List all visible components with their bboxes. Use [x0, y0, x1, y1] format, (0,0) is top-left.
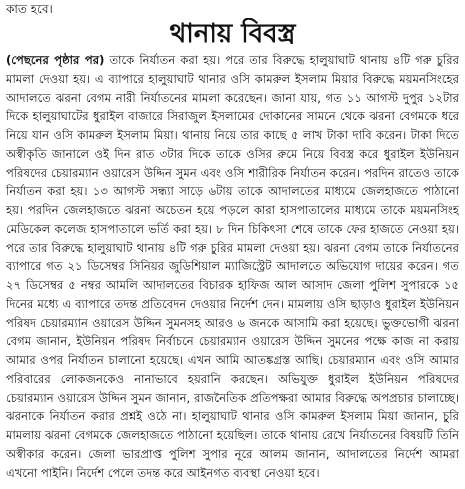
article-headline: থানায় বিবস্ত্র [169, 19, 296, 49]
article-body [6, 51, 459, 482]
previous-article-fragment: কাত হবে। [6, 2, 53, 16]
continued-from-label: (পেছনের পৃষ্ঠার পর) [6, 53, 105, 67]
article-body-text: তাকে নির্যাতন করা হয়। পরে তার বিরুদ্ধে হালুয়াঘাট থানায় ৪টি গরু চুরির মামলা দেওয়া হয়। এ ব্যাপারে হালুয়াঘাট থানার ওসি কামরুল ইসলাম মিয়ার বিরুদ্ধে ময়মনসিংহের আদালতে ঝরনা বেগম নারী নির্যাতনের মামলা করেছেন। জানা যায়, গত ১১ আগস্ট দুপুর ১২টার দিকে হালুয়াঘাটের ধুরাইল বাজারে সিরাজুল ইসলামের দোকানের সামনে থেকে ঝরনা বেগমকে ধরে নিয়ে যান ওসি কামরুল ইসলাম মিয়া। থানায় নিয়ে তার কাছে ৫ লাখ টাকা দাবি করেন। টাকা দিতে অস্বীকৃতি জানালে ওই দিন রাত ৩টার দিকে তাকে ওসির রুমে নিয়ে বিবস্ত্র করে ধুরাইল ইউনিয়ন পরিষদের চেয়ারম্যান ওয়ারেস উদ্দিন সুমন এবং ওসি শারীরিক নির্যাতন করেন। পরদিন রাতেও তাকে নির্যাতন করা হয়। ১৩ আগস্ট সন্ধ্যা সাড়ে ৬টায় তাকে আদালতের মাধ্যমে জেলহাজতে পাঠানো হয়। পরদিন জেলহাজতে ঝরনা অচেতন হয়ে পড়লে কারা হাসপাতালের মাধ্যমে তাকে ময়মনসিংহ মেডিকেল কলেজ হাসপাতালে ভর্তি করা হয়। ৮ দিন চিকিৎসা শেষে তাকে ফের হাজতে নেওয়া হয়। পরে তার বিরুদ্ধে হালুয়াঘাট থানায় ৪টি গরু চুরির মামলা দেওয়া হয়। ঝরনা বেগম তাকে নির্যাতনের ব্যাপারে গত ২১ ডিসেম্বর সিনিয়র জুডিশিয়াল ম্যাজিস্ট্রেট আদালতে অভিযোগ দায়ের করেন। গত ২৭ ডিসেম্বর ৫ নম্বর আমলি আদালতের বিচারক হাফিজ আল আসাদ জেলা পুলিশ সুপারকে ১৫ দিনের মধ্যে এ ব্যাপারে তদন্ত প্রতিবেদন দেওয়ার নির্দেশ দেন। মামলায় ওসি ছাড়াও ধুরাইল ইউনিয়ন পরিষদ চেয়ারম্যান ওয়ারেস উদ্দিন সুমনসহ আরও ৬ জনকে আসামি করা হয়েছে। ভুক্তভোগী ঝরনা বেগম জানান, ইউনিয়ন পরিষদ নির্বাচনে চেয়ারম্যান ওয়ারেস উদ্দিন সুমনের পক্ষে কাজ না করায় আমার ওপর নির্যাতন চালানো হয়েছে। এখন আমি আতঙ্কগ্রস্ত আছি। চেয়ারম্যান এবং ওসি আমার পরিবারের লোকজনকেও নানাভাবে হয়রানি করছেন। অভিযুক্ত ধুরাইল ইউনিয়ন পরিষদের চেয়ারম্যান ওয়ারেস উদ্দিন সুমন জানান, রাজনৈতিক প্রতিপক্ষরা আমার বিরুদ্ধে অপপ্রচার চালাচ্ছে। ঝরনাকে নির্যাতন করার প্রশ্নই ওঠে না। হালুয়াঘাট থানার ওসি কামরুল ইসলাম মিয়া জানান, চুরি মামলায় ঝরনা বেগমকে জেলহাজতে পাঠানো হয়েছিল। তাকে থানায় রেখে নির্যাতনের বিষয়টি তিনি অস্বীকার করেন। জেলা ভারপ্রাপ্ত পুলিশ সুপার নূরে আলম জানান, আদালতের নির্দেশ আমরা এখনো পাইনি। নির্দেশ পেলে তদন্ত করে আইনগত ব্যবস্থা নেওয়া হবে। [6, 53, 459, 480]
